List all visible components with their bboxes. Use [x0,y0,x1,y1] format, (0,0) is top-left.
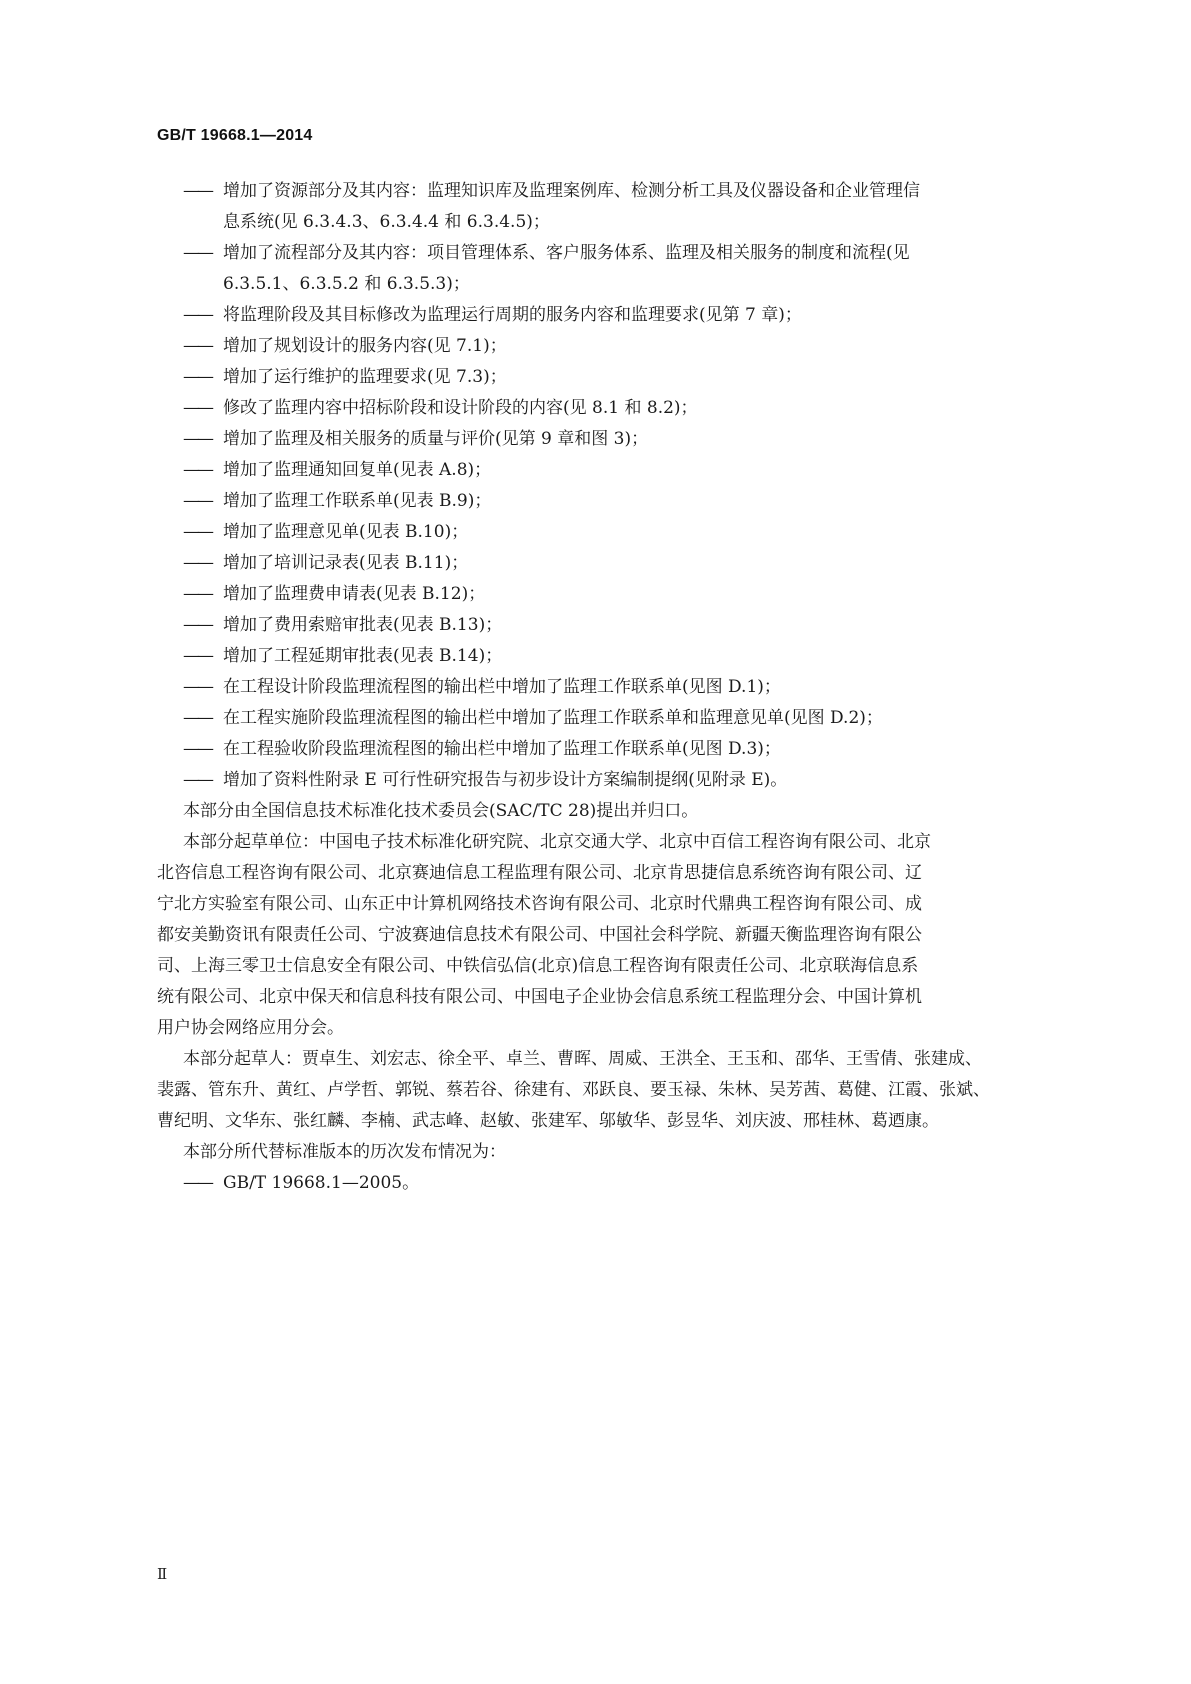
list-item-text: 将监理阶段及其目标修改为监理运行周期的服务内容和监理要求(见第 7 章)； [223,305,802,325]
list-item-text: 增加了流程部分及其内容：项目管理体系、客户服务体系、监理及相关服务的制度和流程(见 [223,243,910,263]
paragraph-line: 统有限公司、北京中保天和信息科技有限公司、中国电子企业协会信息系统工程监理分会、中国计算机 [157,987,922,1007]
list-item-text: 增加了运行维护的监理要求(见 7.3)； [223,367,507,387]
list-item [183,734,1063,765]
history-item [183,1168,1063,1199]
list-item-text: 增加了监理工作联系单(见表 B.9)； [223,491,492,511]
dash-mark: —— [183,491,211,511]
dash-mark: —— [183,677,211,697]
list-item-text: 增加了资料性附录 E 可行性研究报告与初步设计方案编制提纲(见附录 E)。 [223,770,788,790]
dash-mark: —— [183,584,211,604]
dash-mark: —— [183,646,211,666]
dash-mark: —— [183,336,211,356]
proposal-paragraph [183,796,1063,827]
list-item-text: 增加了工程延期审批表(见表 B.14)； [223,646,503,666]
dash-mark: —— [183,1173,211,1193]
dash-mark: —— [183,739,211,759]
dash-mark: —— [183,181,211,201]
paragraph-line: 用户协会网络应用分会。 [157,1018,344,1038]
paragraph-line: 裴露、管东升、黄红、卢学哲、郭锐、蔡若谷、徐建有、邓跃良、要玉禄、朱林、吴芳茜、葛健、江霞、张斌、 [157,1080,990,1100]
list-item-text: 增加了监理意见单(见表 B.10)； [223,522,469,542]
dash-mark: —— [183,398,211,418]
paragraph-line: 本部分所代替标准版本的历次发布情况为： [183,1142,506,1162]
list-item-text: 增加了资源部分及其内容：监理知识库及监理案例库、检测分析工具及仪器设备和企业管理信 [223,181,920,201]
paragraph-line: 宁北方实验室有限公司、山东正中计算机网络技术咨询有限公司、北京时代鼎典工程咨询有限公司、成 [157,894,922,914]
list-item [183,641,1063,672]
standard-id-header: GB/T 19668.1—2014 [157,127,313,144]
paragraph-line: 司、上海三零卫士信息安全有限公司、中铁信弘信(北京)信息工程咨询有限责任公司、北京联海信息系 [157,956,919,976]
list-item-text: 增加了规划设计的服务内容(见 7.1)； [223,336,507,356]
list-item-text-cont: 息系统(见 6.3.4.3、6.3.4.4 和 6.3.4.5)； [223,212,550,232]
paragraph-line: 本部分由全国信息技术标准化技术委员会(SAC/TC 28)提出并归口。 [183,801,699,821]
drafting-units-paragraph [157,827,1063,1044]
list-item [183,672,1063,703]
list-item-text: 在工程实施阶段监理流程图的输出栏中增加了监理工作联系单和监理意见单(见图 D.2)； [223,708,883,728]
list-item [183,393,1063,424]
list-item [183,703,1063,734]
list-item [183,331,1063,362]
dash-mark: —— [183,770,211,790]
list-item [183,424,1063,455]
history-intro-paragraph [183,1137,1063,1168]
list-item [183,300,1063,331]
paragraph-line: 曹纪明、文华东、张红麟、李楠、武志峰、赵敏、张建军、邬敏华、彭昱华、刘庆波、邢桂林、葛迺康。 [157,1111,939,1131]
list-item-text-cont: 6.3.5.1、6.3.5.2 和 6.3.5.3)； [223,274,470,294]
list-item-text: 增加了监理费申请表(见表 B.12)； [223,584,486,604]
paragraph-line: 本部分起草单位：中国电子技术标准化研究院、北京交通大学、北京中百信工程咨询有限公司、北京 [183,832,931,852]
dash-mark: —— [183,367,211,387]
list-item-text: 增加了监理通知回复单(见表 A.8)； [223,460,492,480]
list-item [183,579,1063,610]
dash-mark: —— [183,460,211,480]
list-item [183,455,1063,486]
dash-mark: —— [183,305,211,325]
dash-mark: —— [183,708,211,728]
page-number: Ⅱ [157,1565,168,1583]
list-item [183,610,1063,641]
paragraph-line: 都安美勤资讯有限责任公司、宁波赛迪信息技术有限公司、中国社会科学院、新疆天衡监理咨询有限公 [157,925,922,945]
dash-mark: —— [183,429,211,449]
preface-content [157,176,1063,1199]
dash-mark: —— [183,522,211,542]
list-item-text: 在工程验收阶段监理流程图的输出栏中增加了监理工作联系单(见图 D.3)； [223,739,781,759]
list-item-text: 增加了费用索赔审批表(见表 B.13)； [223,615,503,635]
list-item [183,765,1063,796]
list-item [183,548,1063,579]
list-item [183,486,1063,517]
history-item-text: GB/T 19668.1—2005。 [223,1173,420,1193]
dash-mark: —— [183,553,211,573]
list-item [183,517,1063,548]
paragraph-line: 北咨信息工程咨询有限公司、北京赛迪信息工程监理有限公司、北京肯思捷信息系统咨询有限公司、辽 [157,863,922,883]
list-item-text: 增加了监理及相关服务的质量与评价(见第 9 章和图 3)； [223,429,649,449]
changes-list [183,176,1063,796]
list-item [183,362,1063,393]
dash-mark: —— [183,615,211,635]
paragraph-line: 本部分起草人：贾卓生、刘宏志、徐全平、卓兰、曹晖、周威、王洪全、王玉和、邵华、王雪倩、张建成、 [183,1049,982,1069]
list-item [183,176,1063,238]
dash-mark: —— [183,243,211,263]
list-item [183,238,1063,300]
drafters-paragraph [157,1044,1063,1137]
list-item-text: 在工程设计阶段监理流程图的输出栏中增加了监理工作联系单(见图 D.1)； [223,677,781,697]
list-item-text: 增加了培训记录表(见表 B.11)； [223,553,469,573]
list-item-text: 修改了监理内容中招标阶段和设计阶段的内容(见 8.1 和 8.2)； [223,398,698,418]
